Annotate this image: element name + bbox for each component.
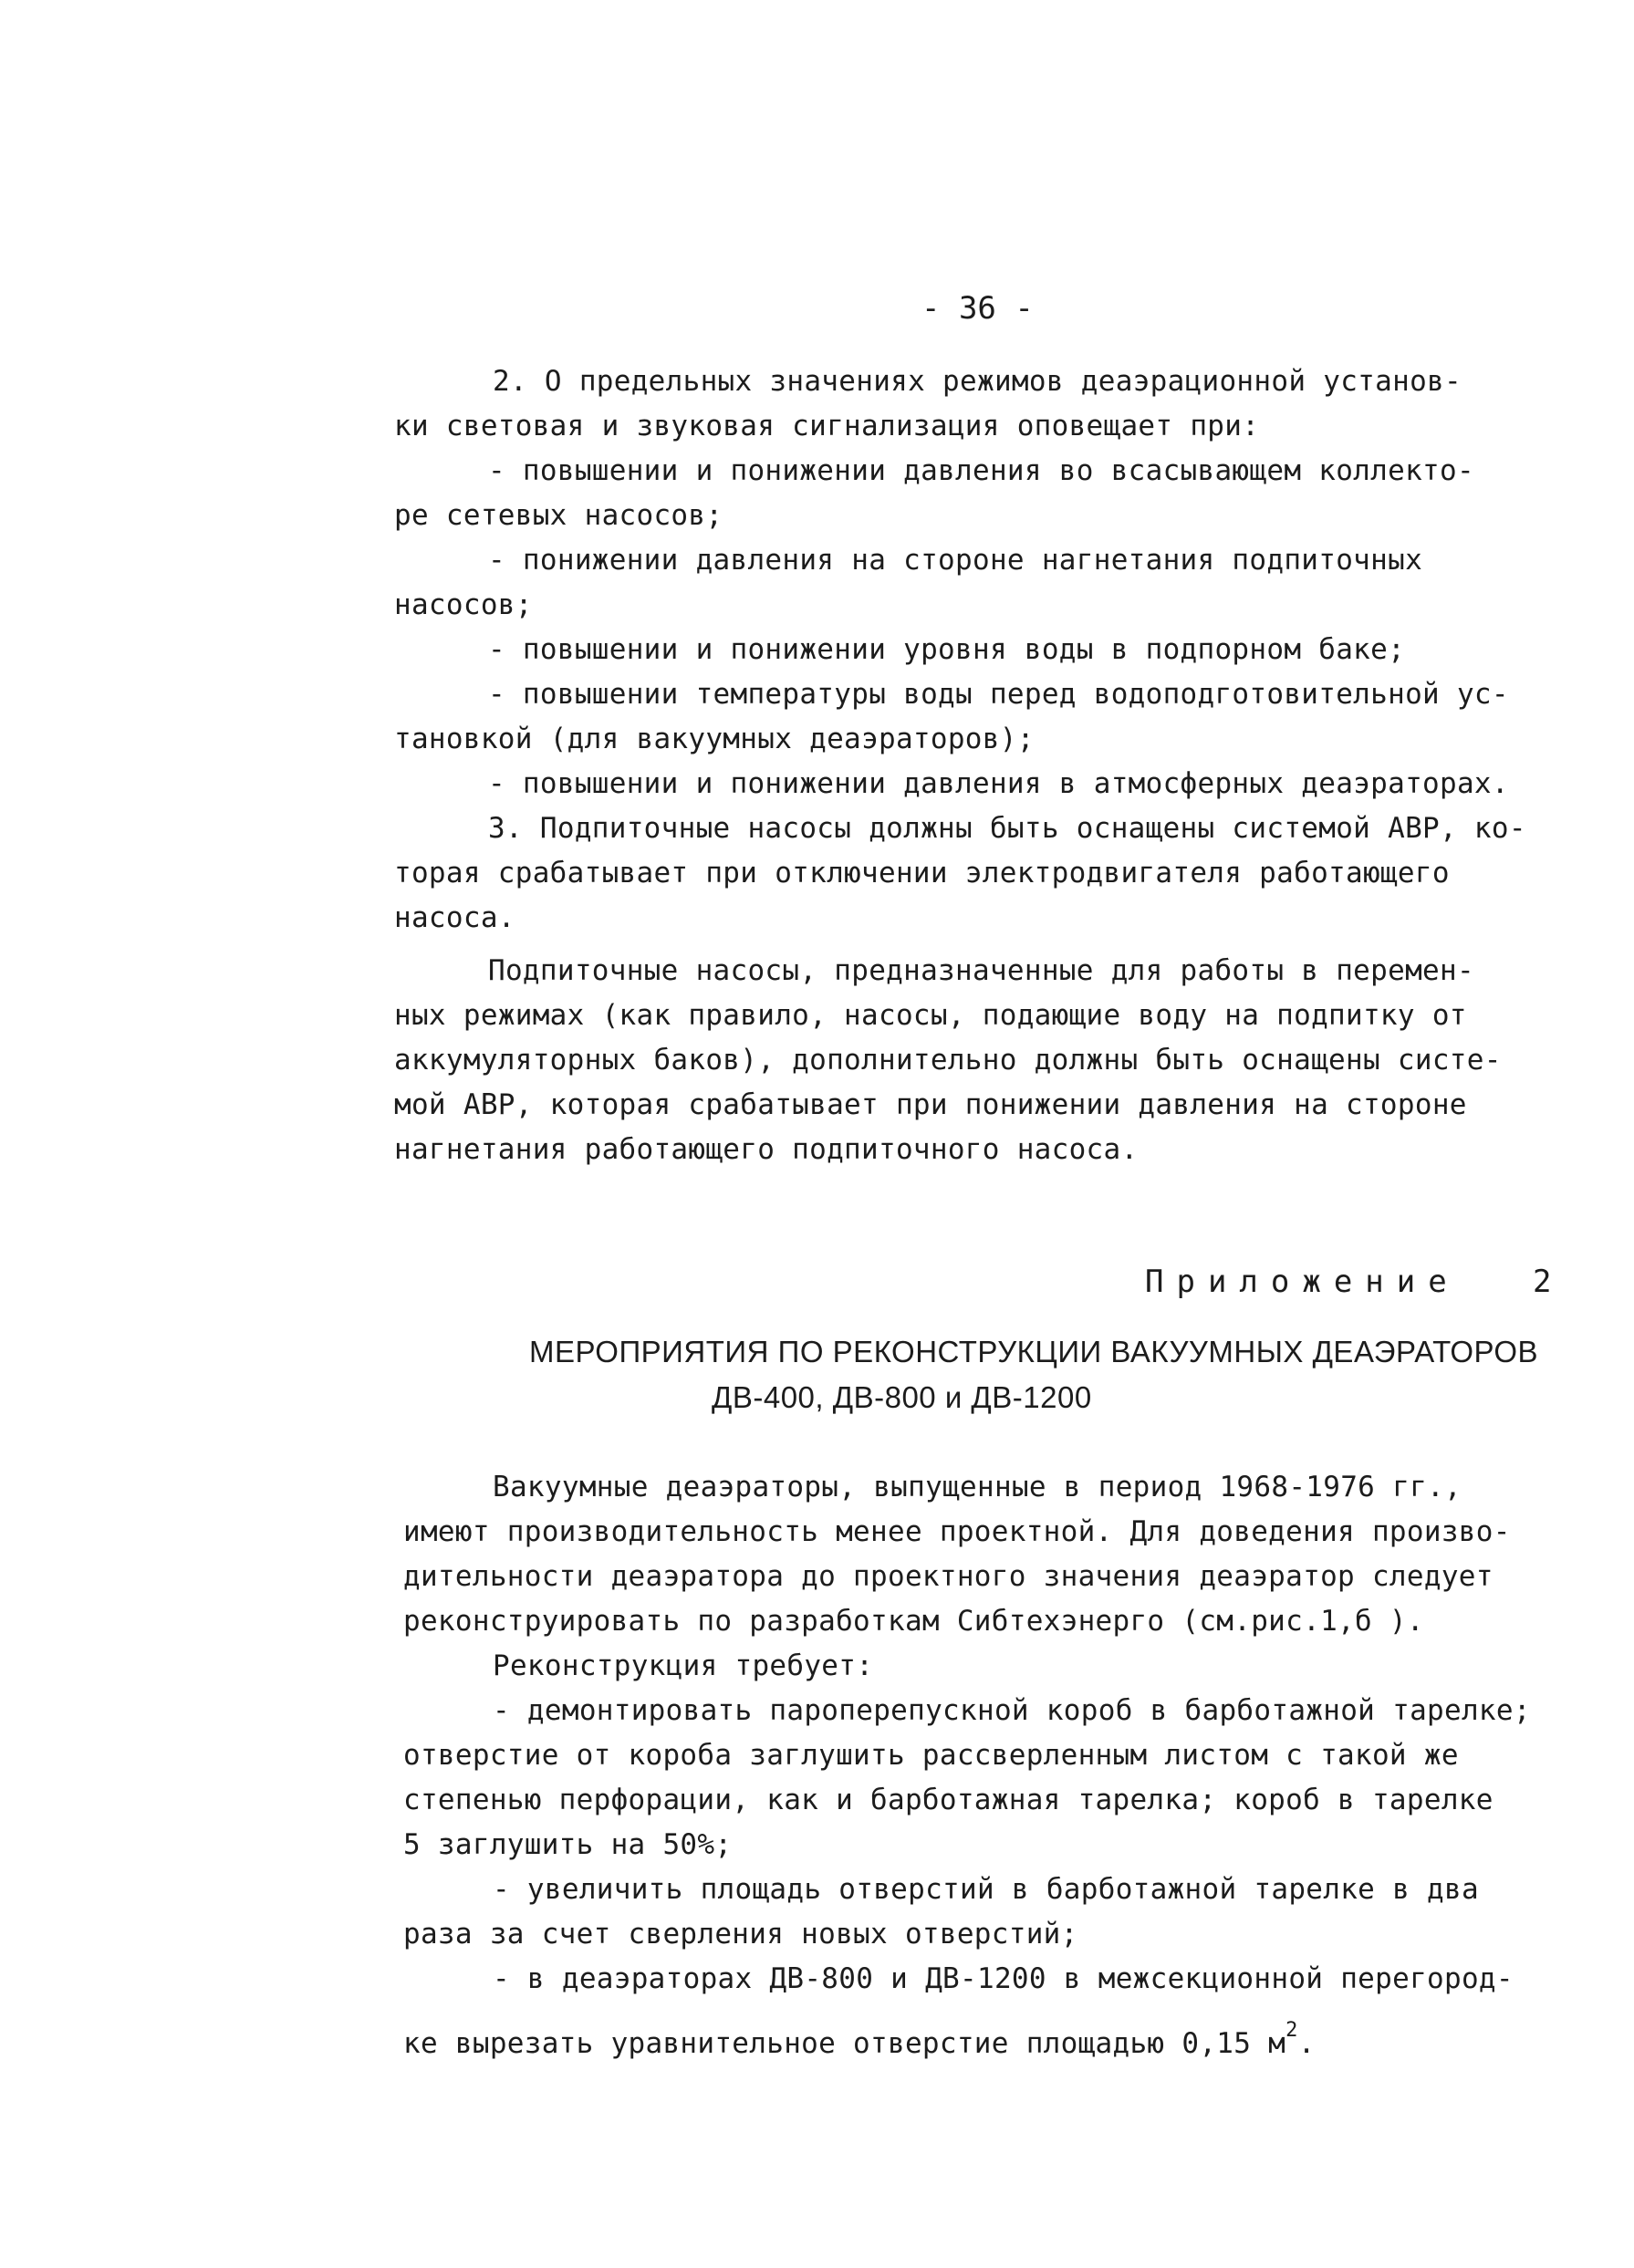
text-line: Вакуумные деаэраторы, выпущенные в период 1968-1976 гг.,: [493, 1471, 1462, 1503]
text-line: аккумуляторных баков), дополнительно должны быть оснащены систе-: [394, 1044, 1502, 1077]
text-line: раза за счет сверления новых отверстий;: [403, 1918, 1078, 1951]
text-line: реконструировать по разработкам Сибтехэнерго (см.рис.1,б ).: [403, 1605, 1424, 1638]
text-line: Подпиточные насосы, предназначенные для работы в перемен-: [488, 954, 1474, 987]
text-line: мой АВР, которая срабатывает при понижении давления на стороне: [394, 1088, 1467, 1121]
text-line: нагнетания работающего подпиточного насоса.: [394, 1133, 1139, 1166]
list-item: - повышении и понижении давления во всасывающем коллекто-: [488, 454, 1474, 487]
list-item: - понижении давления на стороне нагнетания подпиточных: [488, 544, 1423, 577]
list-item: - повышении температуры воды перед водоподготовительной ус-: [488, 678, 1509, 711]
text-line: ных режимах (как правило, насосы, подающие воду на подпитку от: [394, 999, 1467, 1032]
text-line: ки световая и звуковая сигнализация оповещает при:: [394, 410, 1260, 442]
text-line: 5 заглушить на 50%;: [403, 1828, 733, 1861]
appendix-subtitle: ДВ-400, ДВ-800 и ДВ-1200: [712, 1380, 1092, 1414]
appendix-number: 2: [1533, 1264, 1552, 1300]
superscript-2: 2: [1285, 2019, 1298, 2042]
page-number: - 36 -: [921, 290, 1034, 327]
text-line: 2. О предельных значениях режимов деаэрационной установ-: [493, 365, 1462, 398]
appendix-title: МЕРОПРИЯТИЯ ПО РЕКОНСТРУКЦИИ ВАКУУМНЫХ ДЕАЭРАТОРОВ: [529, 1335, 1538, 1368]
list-item: - повышении и понижении уровня воды в подпорном баке;: [488, 633, 1406, 666]
area-text: ке вырезать уравнительное отверстие площадью 0,15 м: [403, 2027, 1286, 2060]
list-item: - демонтировать пароперепускной короб в барботажной тарелке;: [493, 1694, 1531, 1727]
text-line: ре сетевых насосов;: [394, 499, 723, 532]
text-line: имеют производительность менее проектной. Для доведения произво-: [403, 1515, 1511, 1548]
text-line: дительности деаэратора до проектного значения деаэратор следует: [403, 1560, 1493, 1593]
text-line: степенью перфорации, как и барботажная тарелка; короб в тарелке: [403, 1784, 1493, 1816]
appendix-label: Приложение: [1145, 1264, 1460, 1300]
text-line: отверстие от короба заглушить рассверленным листом с такой же: [403, 1739, 1459, 1772]
list-item: - увеличить площадь отверстий в барботажной тарелке в два: [493, 1873, 1479, 1906]
text-line: торая срабатывает при отключении электродвигателя работающего: [394, 857, 1450, 890]
text-line: 3. Подпиточные насосы должны быть оснащены системой АВР, ко-: [488, 812, 1526, 845]
text-line: Реконструкция требует:: [493, 1649, 874, 1682]
period: .: [1297, 2027, 1316, 2060]
text-line: [403, 2013, 1316, 2062]
text-line: насосов;: [394, 588, 533, 621]
list-item: - повышении и понижении давления в атмосферных деаэраторах.: [488, 767, 1509, 800]
text-line: тановкой (для вакуумных деаэраторов);: [394, 723, 1035, 755]
text-line: насоса.: [394, 901, 515, 934]
list-item: - в деаэраторах ДВ-800 и ДВ-1200 в межсекционной перегород-: [493, 1962, 1514, 1995]
